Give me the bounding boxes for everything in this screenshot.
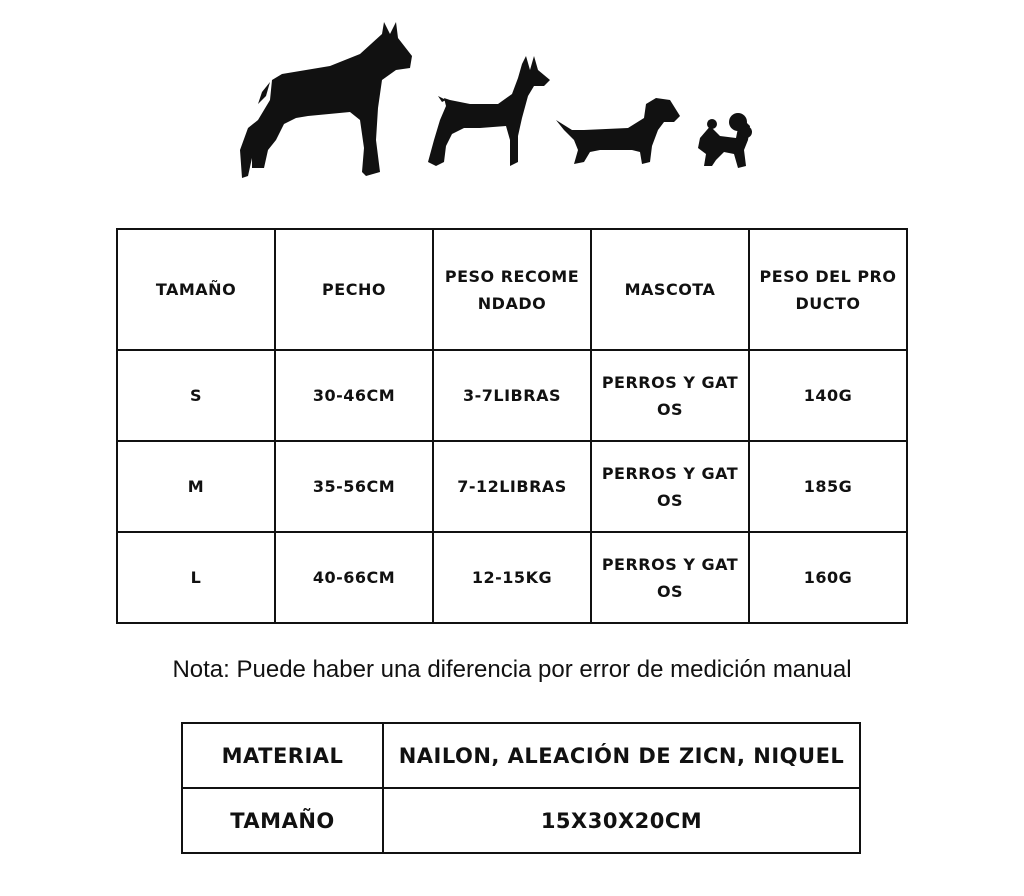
cell-product-weight: 140G bbox=[749, 350, 907, 441]
table-row bbox=[117, 350, 907, 441]
table-header-row bbox=[117, 229, 907, 350]
table-row bbox=[117, 441, 907, 532]
header-pecho: PECHO bbox=[275, 229, 433, 350]
cell-product-weight: 160G bbox=[749, 532, 907, 623]
spec-value-size: 15X30X20CM bbox=[383, 788, 860, 853]
cell-recommended-weight: 3-7LIBRAS bbox=[433, 350, 591, 441]
header-tamano: TAMAÑO bbox=[117, 229, 275, 350]
spec-table bbox=[181, 722, 861, 854]
cell-product-weight: 185G bbox=[749, 441, 907, 532]
dachshund-dog-icon bbox=[556, 98, 680, 164]
cell-chest: 35-56CM bbox=[275, 441, 433, 532]
spec-label-size: TAMAÑO bbox=[182, 788, 383, 853]
poodle-dog-icon bbox=[698, 113, 752, 168]
header-peso-recomendado: PESO RECOMENDADO bbox=[433, 229, 591, 350]
cell-recommended-weight: 12-15KG bbox=[433, 532, 591, 623]
cell-recommended-weight: 7-12LIBRAS bbox=[433, 441, 591, 532]
cell-chest: 40-66CM bbox=[275, 532, 433, 623]
cell-size: L bbox=[117, 532, 275, 623]
table-row bbox=[182, 723, 860, 788]
cell-pet: PERROS Y GATOS bbox=[591, 441, 749, 532]
spec-value-material: NAILON, ALEACIÓN DE ZICN, NIQUEL bbox=[383, 723, 860, 788]
boxer-dog-icon bbox=[240, 22, 412, 178]
cell-pet: PERROS Y GATOS bbox=[591, 532, 749, 623]
dog-silhouettes bbox=[0, 0, 1024, 200]
size-chart-table bbox=[116, 228, 908, 624]
measurement-note: Nota: Puede haber una diferencia por error de medición manual bbox=[172, 656, 852, 683]
cell-pet: PERROS Y GATOS bbox=[591, 350, 749, 441]
cell-chest: 30-46CM bbox=[275, 350, 433, 441]
cell-size: S bbox=[117, 350, 275, 441]
header-mascota: MASCOTA bbox=[591, 229, 749, 350]
table-row bbox=[117, 532, 907, 623]
header-peso-producto: PESO DEL PRODUCTO bbox=[749, 229, 907, 350]
doberman-dog-icon bbox=[428, 56, 550, 166]
cell-size: M bbox=[117, 441, 275, 532]
spec-label-material: MATERIAL bbox=[182, 723, 383, 788]
table-row bbox=[182, 788, 860, 853]
